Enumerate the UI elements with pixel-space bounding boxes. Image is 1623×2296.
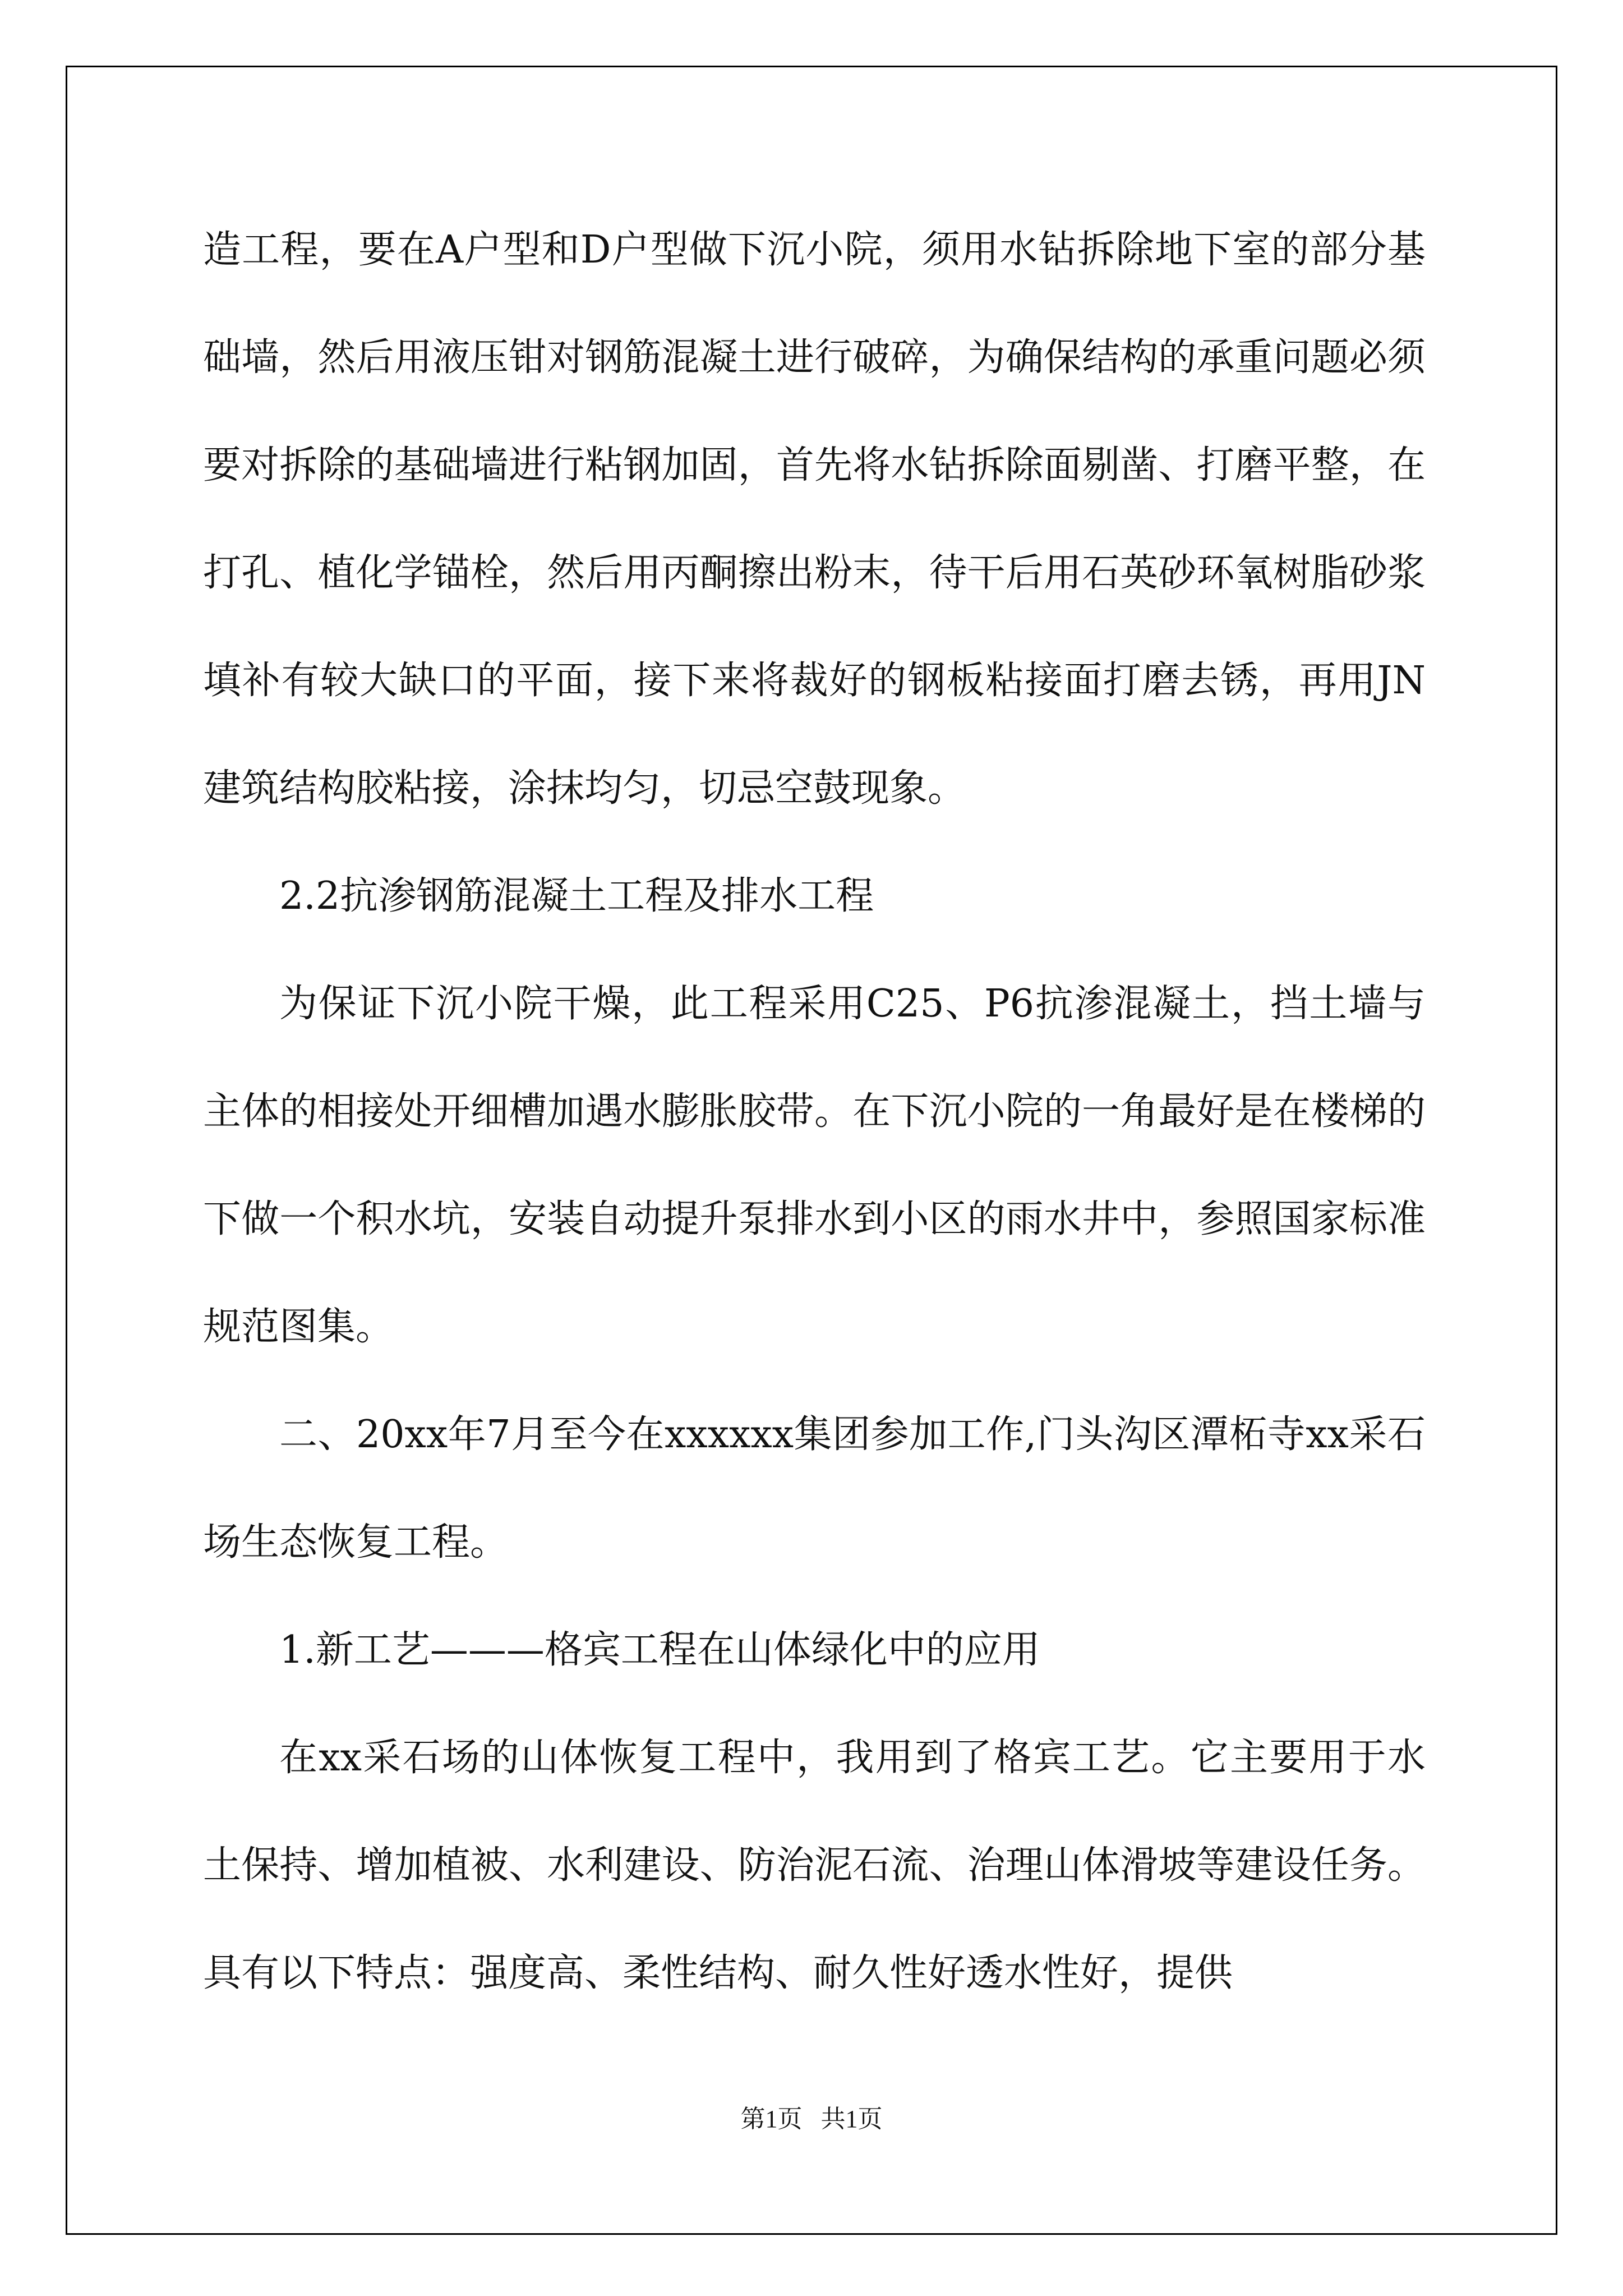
document-body (203, 196, 1426, 2027)
paragraph-2-heading: 2.2抗渗钢筋混凝土工程及排水工程 (279, 874, 874, 918)
paragraph-1: 造工程，要在A户型和D户型做下沉小院，须用水钻拆除地下室的部分基础墙，然后用液压钳对钢筋混凝土进行破碎，为确保结构的承重问题必须要对拆除的基础墙进行粘钢加固，首先将水钻拆除面剔凿、打磨平整，在打孔、植化学锚栓，然后用丙酮擦出粉末，待干后用石英砂环氧树脂砂浆填补有较大缺口的平面，接下来将裁好的钢板粘接面打磨去锈，再用JN建筑结构胶粘接，涂抹均匀，切忌空鼓现象。 (203, 228, 1426, 811)
paragraph-4: 二、20xx年7月至今在xxxxxx集团参加工作,门头沟区潭柘寺xx采石场生态恢复工程。 (203, 1412, 1426, 1565)
paragraph-3: 为保证下沉小院干燥，此工程采用C25、P6抗渗混凝土，挡土墙与主体的相接处开细槽加遇水膨胀胶带。在下沉小院的一角最好是在楼梯的下做一个积水坑，安装自动提升泵排水到小区的雨水井中，参照国家标准规范图集。 (203, 982, 1426, 1349)
paragraph-5-heading: 1.新工艺———格宾工程在山体绿化中的应用 (279, 1628, 1040, 1672)
page-footer: 第1页 共1页 (740, 2105, 883, 2133)
paragraph-6: 在xx采石场的山体恢复工程中，我用到了格宾工艺。它主要用于水土保持、增加植被、水利建设、防治泥石流、治理山体滑坡等建设任务。具有以下特点：强度高、柔性结构、耐久性好透水性好，提供 (203, 1736, 1426, 1995)
